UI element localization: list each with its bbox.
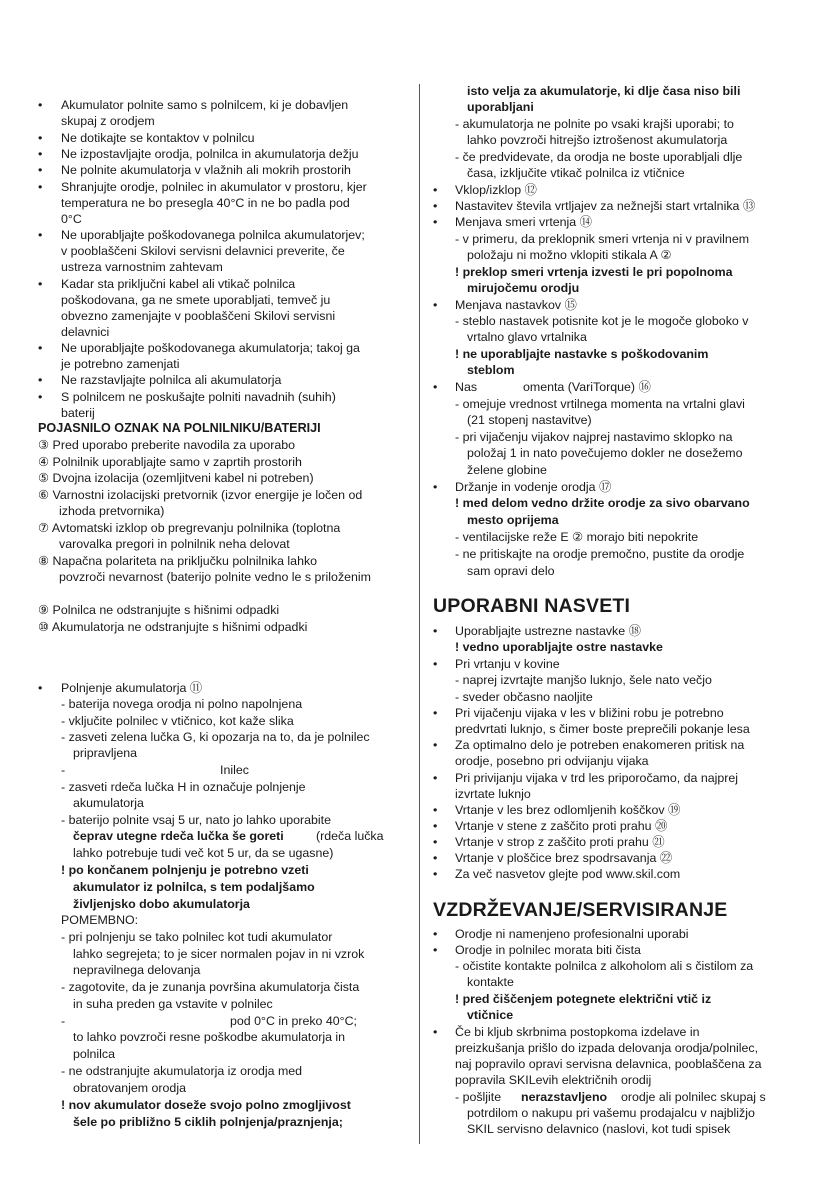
bullet-marker: • [433, 624, 438, 638]
bullet-marker: • [433, 803, 438, 817]
text-line: - vključite polnilec v vtičnico, kot kaže slika [61, 714, 294, 728]
bullet-marker: • [38, 163, 43, 177]
text-line: Uporabljajte ustrezne nastavke ⑱ [455, 624, 641, 638]
bullet-marker: • [38, 98, 43, 112]
text-line: časa, izključite vtikač polnilca iz vtičnice [467, 166, 685, 180]
text-line: - baterija novega orodja ni polno napolnjena [61, 697, 303, 711]
bullet-marker: • [433, 771, 438, 785]
text-line: Akumulator polnite samo s polnilcem, ki je dobavljen [61, 98, 349, 112]
text-line: ③ Pred uporabo preberite navodila za uporabo [38, 438, 296, 452]
text-line: Pri privijanju vijaka v trd les priporočamo, da najprej [455, 771, 739, 785]
text-line: mesto oprijema [467, 513, 559, 527]
bullet-marker: • [38, 277, 43, 291]
text-line: Držanje in vodenje orodja ⑰ [455, 480, 612, 494]
text-line: nerazstavljeno [521, 1090, 608, 1104]
column-divider [419, 84, 420, 1144]
text-line: - steblo nastavek potisnite kot je le mogoče globoko v [455, 314, 749, 328]
text-line: (rdeča lučka [316, 829, 384, 843]
text-line: to lahko povzroči resne poškodbe akumulatorja in [73, 1030, 346, 1044]
text-line: - baterijo polnite vsaj 5 ur, nato jo lahko uporabite [61, 813, 332, 827]
text-line: akumulator iz polnilca, s tem podaljšamo [73, 880, 315, 894]
text-line: in suha preden ga vstavite v polnilec [73, 997, 273, 1011]
text-line: (21 stopenj nastavitve) [467, 413, 592, 427]
bullet-marker: • [38, 373, 43, 387]
text-line: - [61, 1014, 66, 1028]
text-line: čeprav utegne rdeča lučka še goreti [73, 829, 284, 843]
text-line: sam opravi delo [467, 564, 555, 578]
text-line: - [61, 763, 66, 777]
text-line: mirujočemu orodju [467, 281, 580, 295]
text-line: obvezno zamenjajte v pooblaščeni Skilovi servisni [61, 309, 336, 323]
text-line: temperatura ne bo presegla 40°C in ne bo padla pod [61, 196, 350, 210]
text-line: Ne uporabljajte poškodovanega polnilca akumulatorjev; [61, 228, 365, 242]
text-line: je potrebno zamenjati [61, 357, 180, 371]
bullet-marker: • [38, 147, 43, 161]
text-line: šele po približno 5 ciklih polnjenja/praznjenja; [73, 1115, 343, 1129]
text-line: - akumulatorja ne polnite po vsaki krajši uporabi; to [455, 117, 734, 131]
text-line: ⑥ Varnostni izolacijski pretvornik (izvor energije je ločen od [38, 488, 363, 502]
text-line: položaj 1 in nato povečujemo dokler ne dosežemo [467, 446, 743, 460]
bullet-marker: • [38, 180, 43, 194]
text-line: Za optimalno delo je potreben enakomeren pritisk na [455, 738, 745, 752]
bullet-marker: • [433, 927, 438, 941]
text-line: - ne pritiskajte na orodje premočno, pustite da orodje [455, 547, 745, 561]
text-line: Za več nasvetov glejte pod www.skil.com [455, 867, 681, 881]
text-line: pod 0°C in preko 40°C; [230, 1014, 358, 1028]
text-line: isto velja za akumulatorje, ki dlje časa niso bili [467, 84, 741, 98]
text-line: - v primeru, da preklopnik smeri vrtenja ni v pravilnem [455, 232, 750, 246]
bullet-marker: • [433, 819, 438, 833]
bullet-marker: • [433, 851, 438, 865]
text-line: ! preklop smeri vrtenja izvesti le pri popolnoma [455, 265, 733, 279]
section-heading: UPORABNI NASVETI [433, 595, 631, 617]
text-line: življenjsko dobo akumulatorja [73, 897, 250, 911]
text-line: - sveder občasno naoljite [455, 690, 593, 704]
text-line: S polnilcem ne poskušajte polniti navadnih (suhih) [61, 390, 336, 404]
text-line: popravila SKILevih električnih orodij [455, 1073, 652, 1087]
text-line: naj popravilo opravi servisna delavnica, pooblaščena za [455, 1057, 762, 1071]
text-line: Menjava smeri vrtenja ⑭ [455, 215, 593, 229]
text-line: skupaj z orodjem [61, 114, 155, 128]
bullet-marker: • [38, 131, 43, 145]
text-line: delavnici [61, 325, 110, 339]
bullet-marker: • [433, 215, 438, 229]
text-line: - ventilacijske reže E ② morajo biti nepokrite [455, 530, 699, 544]
text-line: steblom [467, 363, 515, 377]
text-line: lahko potrebuje tudi več kot 5 ur, da se ugasne) [73, 846, 334, 860]
bullet-marker: • [433, 183, 438, 197]
text-line: - pri polnjenju se tako polnilec kot tudi akumulator [61, 930, 333, 944]
text-line: - omejuje vrednost vrtilnega momenta na vrtalni glavi [455, 397, 745, 411]
bullet-marker: • [433, 706, 438, 720]
text-line: povzroči nevarnost (baterijo polnite vedno le s priloženim [59, 570, 371, 584]
text-line: Ne uporabljajte poškodovanega akumulatorja; takoj ga [61, 341, 360, 355]
text-line: Nastavitev števila vrtljajev za nežnejši start vrtalnika ⑬ [455, 199, 756, 213]
bullet-marker: • [38, 341, 43, 355]
text-line: - očistite kontakte polnilca z alkoholom ali s čistilom za [455, 959, 754, 973]
text-line: ⑧ Napačna polariteta na priključku polnilnika lahko [38, 554, 318, 568]
text-line: Vklop/izklop ⑫ [455, 183, 537, 197]
text-line: izvrtate luknjo [455, 787, 531, 801]
text-line: obratovanjem orodja [73, 1081, 186, 1095]
bullet-marker: • [38, 681, 43, 695]
bullet-marker: • [38, 228, 43, 242]
text-line: Kadar sta priključni kabel ali vtikač polnilca [61, 277, 296, 291]
bullet-marker: • [433, 298, 438, 312]
text-line: orodje, posebno pri odvijanju vijaka [455, 754, 649, 768]
text-line: Ne dotikajte se kontaktov v polnilcu [61, 131, 255, 145]
text-line: - zasveti rdeča lučka H in označuje polnjenje [61, 780, 306, 794]
text-line: vtičnice [467, 1008, 514, 1022]
text-line: ⑨ Polnilca ne odstranjujte s hišnimi odpadki [38, 603, 280, 617]
text-line: - če predvidevate, da orodja ne boste uporabljali dlje [455, 150, 743, 164]
text-line: ! nov akumulator doseže svojo polno zmogljivost [61, 1098, 351, 1112]
text-line: Orodje in polnilec morata biti čista [455, 943, 641, 957]
bullet-marker: • [433, 480, 438, 494]
bullet-marker: • [433, 380, 438, 394]
text-line: ⑩ Akumulatorja ne odstranjujte s hišnimi odpadki [38, 620, 308, 634]
text-line: polnilca [73, 1047, 116, 1061]
text-line: ! ne uporabljajte nastavke s poškodovanim [455, 347, 709, 361]
text-line: - naprej izvrtajte manjšo luknjo, šele nato večjo [455, 673, 712, 687]
bullet-marker: • [433, 199, 438, 213]
bullet-marker: • [433, 867, 438, 881]
text-line: - pošljite [455, 1090, 502, 1104]
text-line: POMEMBNO: [61, 913, 139, 927]
text-line: želene globine [467, 463, 547, 477]
bullet-marker: • [433, 835, 438, 849]
text-line: kontakte [467, 975, 514, 989]
text-line: lahko segrejeta; to je sicer normalen pojav in ni vzrok [73, 947, 365, 961]
text-line: - pri vijačenju vijakov najprej nastavimo sklopko na [455, 430, 733, 444]
text-line: lahko povzroči hitrejšo iztrošenost akumulatorja [467, 133, 728, 147]
text-line: ! pred čiščenjem potegnete električni vtič iz [455, 992, 712, 1006]
text-line: SKIL servisno delavnico (naslovi, kot tudi spisek [467, 1122, 731, 1136]
text-line: pripravljena [73, 746, 138, 760]
text-line: Vrtanje v strop z zaščito proti prahu ㉑ [455, 835, 665, 849]
text-line: poškodovana, ga ne smete uporabljati, temveč ju [61, 293, 331, 307]
text-line: Nas [455, 380, 478, 394]
text-line: Orodje ni namenjeno profesionalni uporabi [455, 927, 689, 941]
text-line: - zasveti zelena lučka G, ki opozarja na to, da je polnilec [61, 730, 370, 744]
text-line: varovalka pregori in polnilnik neha delovat [59, 537, 290, 551]
text-line: ④ Polnilnik uporabljajte samo v zaprtih prostorih [38, 455, 302, 469]
text-line: Menjava nastavkov ⑮ [455, 298, 577, 312]
text-line: preizkušanja prišlo do izpada delovanja orodja/polnilec, [455, 1041, 759, 1055]
text-line: ! po končanem polnjenju je potrebno vzeti [61, 863, 309, 877]
text-line: Če bi kljub skrbnima postopkoma izdelave in [455, 1025, 700, 1039]
bullet-marker: • [433, 943, 438, 957]
text-line: Shranjujte orodje, polnilec in akumulator v prostoru, kjer [61, 180, 367, 194]
text-line: izhoda pretvornika) [59, 504, 165, 518]
section-heading: VZDRŽEVANJE/SERVISIRANJE [433, 899, 728, 921]
text-line: Ne polnite akumulatorja v vlažnih ali mokrih prostorih [61, 163, 351, 177]
text-line: Ne izpostavljajte orodja, polnilca in akumulatorja dežju [61, 147, 359, 161]
text-line: Pri vrtanju v kovine [455, 657, 560, 671]
text-line: uporabljani [467, 100, 534, 114]
text-line: ! med delom vedno držite orodje za sivo obarvano [455, 496, 750, 510]
text-line: akumulatorja [73, 796, 144, 810]
text-line: Ne razstavljajte polnilca ali akumulatorja [61, 373, 282, 387]
text-line: - zagotovite, da je zunanja površina akumulatorja čista [61, 980, 360, 994]
text-line: nepravilnega delovanja [73, 963, 201, 977]
text-line: položaju ni možno vklopiti stikala A ② [467, 248, 672, 262]
text-line: Inilec [220, 763, 249, 777]
text-line: ustreza varnostnim zahtevam [61, 260, 223, 274]
bullet-marker: • [38, 390, 43, 404]
text-line: ! vedno uporabljajte ostre nastavke [455, 640, 663, 654]
bullet-marker: • [433, 657, 438, 671]
text-line: Vrtanje v les brez odlomljenih koščkov ⑲ [455, 803, 681, 817]
bullet-marker: • [433, 738, 438, 752]
text-line: omenta (VariTorque) ⑯ [523, 380, 651, 394]
text-line: v pooblaščeni Skilovi servisni delavnici preverite, če [61, 244, 345, 258]
text-line: orodje ali polnilec skupaj s [621, 1090, 766, 1104]
text-line: 0°C [61, 212, 82, 226]
text-line: Polnjenje akumulatorja ⑪ [61, 681, 203, 695]
text-line: Vrtanje v stene z zaščito proti prahu ⑳ [455, 819, 668, 833]
text-line: baterij [61, 406, 95, 420]
text-line: ⑦ Avtomatski izklop ob pregrevanju polnilnika (toplotna [38, 521, 341, 535]
text-line: potrdilom o nakupu pri vašemu prodajalcu v najbližjo [467, 1106, 755, 1120]
text-line: ⑤ Dvojna izolacija (ozemljitveni kabel ni potreben) [38, 471, 314, 485]
section-heading: POJASNILO OZNAK NA POLNILNIKU/BATERIJI [38, 421, 321, 435]
text-line: vrtalno glavo vrtalnika [467, 330, 587, 344]
text-line: - ne odstranjujte akumulatorja iz orodja med [61, 1064, 303, 1078]
text-line: Pri vijačenju vijaka v les v bližini robu je potrebno [455, 706, 724, 720]
text-line: Vrtanje v ploščice brez spodrsavanja ㉒ [455, 851, 673, 865]
text-line: predvrtati luknjo, s čimer boste preprečili pokanje lesa [455, 722, 750, 736]
bullet-marker: • [433, 1025, 438, 1039]
